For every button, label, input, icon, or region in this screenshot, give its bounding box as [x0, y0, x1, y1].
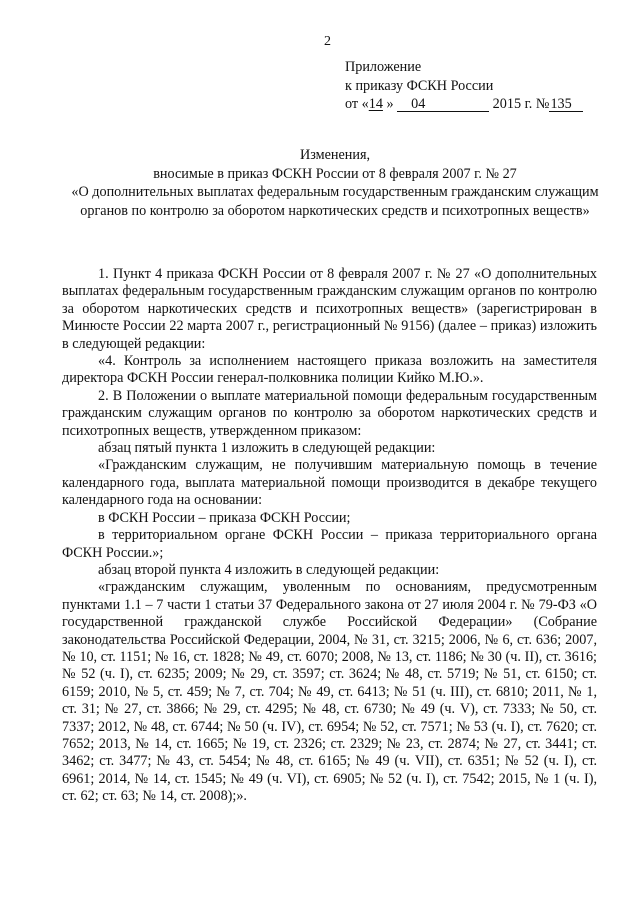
paragraph-4: абзац пятый пункта 1 изложить в следующей редакции:: [98, 440, 436, 457]
appendix-header: [345, 58, 615, 114]
page-number: 2: [324, 34, 331, 49]
paragraph-8: абзац второй пункта 4 изложить в следующей редакции:: [98, 561, 440, 578]
paragraph-3: 2. В Положении о выплате материальной помощи федеральным государственным гражданским служащим органов по контролю за оборотом наркотических средств и психотропных веществ, утвержденном приказом:: [62, 387, 597, 439]
order-number: 135: [550, 96, 572, 113]
paragraph-2: «4. Контроль за исполнением настоящего приказа возложить на заместителя директора ФСКН России генерал-полковника полиции Кийко М.Ю.».: [62, 353, 597, 387]
date-prefix: от «: [345, 96, 369, 113]
date-month-field: [397, 97, 489, 112]
date-day: 14: [368, 96, 383, 113]
paragraph-9: «гражданским служащим, уволенным по основаниям, предусмотренным пунктами 1.1 – 7 части 1 статьи 37 Федерального закона от 27 июля 2004 г. № 79-ФЗ «О государственной гражданской службе Российской Федерации» (Собрание законодательства Российской Федерации, 2004, № 31, ст. 3215; 2006, № 6, ст. 636; 2007, № 10, ст. 1151; № 16, ст. 1828; № 49, ст. 6070; 2008, № 13, ст. 1186; № 30 (ч. II), ст. 3616; № 52 (ч. I), ст. 6235; 2009; № 29, ст. 3597; ст. 3624; № 48, ст. 5719; № 51, ст. 6150; ст. 6159; 2010, № 5, ст. 459; № 7, ст. 704; № 49, ст. 6413; № 51 (ч. III), ст. 6810; 2011, № 1, ст. 31; № 27, ст. 3866; № 29, ст. 4295; № 48, ст. 6730; № 49 (ч. V), ст. 7333; № 50, ст. 7337; 2012, № 48, ст. 6744; № 50 (ч. IV), ст. 6954; № 52, ст. 7571; № 53 (ч. I), ст. 7620; ст. 7652; 2013, № 14, ст. 1665; № 19, ст. 2326; ст. 2329; № 23, ст. 2874; № 27, ст. 3441; ст. 3462; ст. 3477; № 43, ст. 5454; № 48, ст. 6165; № 49 (ч. VII), ст. 6351; № 52 (ч. I), ст. 6961; 2014, № 14, ст. 1545; № 49 (ч. VI), ст. 6905; № 52 (ч. I), ст. 7542; 2015, № 1 (ч. I), ст. 62; ст. 63; № 14, ст. 2008);».: [62, 579, 597, 805]
order-number-field: [549, 97, 583, 112]
paragraph-5: «Гражданским служащим, не получившим материальную помощь в течение календарного года, выплата материальной помощи производится в декабре текущего календарного года на основании:: [62, 457, 597, 509]
document-body: [62, 266, 597, 806]
title-subheading: вносимые в приказ ФСКН России от 8 февраля 2007 г. № 27: [153, 165, 517, 182]
document-title: [60, 146, 610, 220]
date-year: 2015 г. №: [492, 96, 550, 113]
title-order-name: «О дополнительных выплатах федеральным государственным гражданским служащим органов по контролю за оборотом наркотических средств и психотропных веществ»: [71, 184, 599, 219]
paragraph-1: 1. Пункт 4 приказа ФСКН России от 8 февраля 2007 г. № 27 «О дополнительных выплатах федеральным государственным гражданским служащим органов по контролю за оборотом наркотических средств и психотропных веществ» (зарегистрирован в Минюсте России 22 марта 2007 г., регистрационный № 9156) (далее – приказ) изложить в следующей редакции:: [62, 266, 597, 352]
title-heading: Изменения,: [299, 147, 371, 163]
appendix-order-ref: к приказу ФСКН России: [345, 77, 494, 94]
paragraph-7: в территориальном органе ФСКН России – приказа территориального органа ФСКН России.»;: [62, 527, 597, 561]
date-day-close: »: [382, 96, 394, 113]
appendix-date-line: [345, 95, 615, 114]
date-month: 04: [411, 96, 426, 113]
appendix-title: Приложение: [345, 59, 422, 75]
paragraph-6: в ФСКН России – приказа ФСКН России;: [98, 509, 351, 526]
